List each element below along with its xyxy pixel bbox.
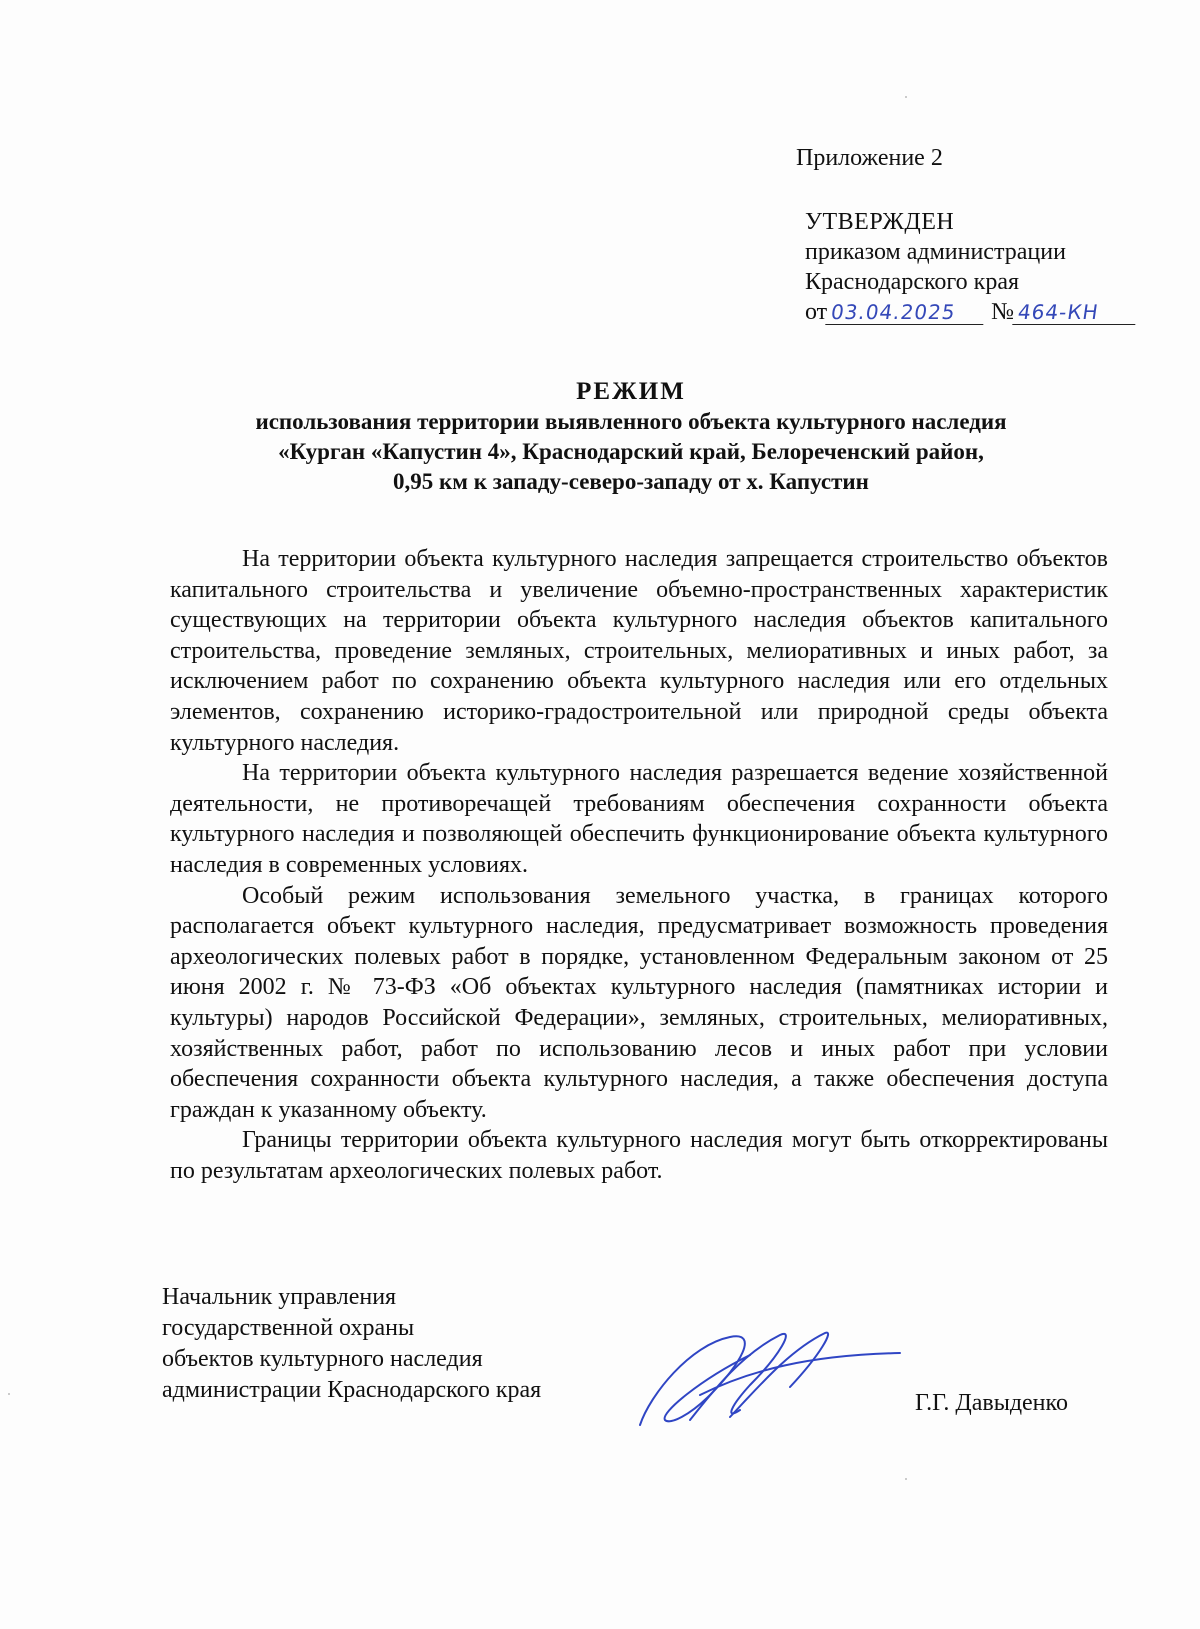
position-line: Начальник управления — [162, 1284, 397, 1310]
approval-region: Краснодарского края — [805, 269, 1020, 295]
scan-speck — [905, 1478, 907, 1480]
signatory-name: Г.Г. Давыденко — [915, 1390, 1068, 1416]
title-line-1: использования территории выявленного объекта культурного наследия — [255, 409, 1007, 434]
position-line: государственной охраны — [162, 1315, 415, 1341]
title-heading: РЕЖИМ — [576, 378, 686, 405]
annex-label: Приложение 2 — [796, 145, 943, 171]
signatory-position — [162, 1282, 541, 1406]
handwritten-signature — [630, 1325, 910, 1435]
document-body — [170, 544, 1108, 1186]
approval-stamp — [805, 207, 1137, 327]
handwritten-number: 464-КН — [1012, 300, 1139, 325]
approval-date-line — [805, 297, 1137, 327]
paragraph-boundaries: Границы территории объекта культурного наследия могут быть откорректированы по результатам археологических полевых работ. — [170, 1127, 1108, 1184]
paragraph-permissions: На территории объекта культурного наследия разрешается ведение хозяйственной деятельности, не противоречащей требованиям обеспечения сохранности объекта культурного наследия и позволяющей обеспечить функционирование объекта культурного наследия в современных условиях. — [170, 760, 1108, 878]
position-line: администрации Краснодарского края — [162, 1377, 542, 1403]
approved-label: УТВЕРЖДЕН — [805, 209, 955, 235]
title-line-2: «Курган «Капустин 4», Краснодарский край, Белореченский район, — [278, 439, 984, 464]
scan-speck — [905, 96, 907, 98]
scan-speck — [8, 1393, 10, 1395]
approval-by-order: приказом администрации — [805, 239, 1066, 265]
position-line: объектов культурного наследия — [162, 1346, 483, 1372]
handwritten-date: 03.04.2025 — [825, 300, 987, 325]
paragraph-prohibitions: На территории объекта культурного наследия запрещается строительство объектов капитального строительства и увеличение объемно-пространственных характеристик существующих на территории объекта культурного наследия объектов капитального строительства, проведение земляных, строительных, мелиоративных и иных работ, за исключением работ по сохранению объекта культурного наследия или его отдельных элементов, сохранению историко-градостроительной или природной среды объекта культурного наследия. — [170, 546, 1108, 756]
title-line-3: 0,95 км к западу-северо-западу от х. Капустин — [393, 469, 869, 494]
number-sign: № — [991, 299, 1015, 325]
document-title — [150, 376, 1112, 497]
date-prefix: от — [805, 299, 828, 325]
paragraph-special-regime: Особый режим использования земельного участка, в границах которого располагается объект культурного наследия, предусматривает возможность проведения археологических полевых работ в порядке, установленном Федеральным законом от 25 июня 2002 г. № 73-ФЗ «Об объектах культурного наследия (памятниках истории и культуры) народов Российской Федерации», земляных, строительных, мелиоративных, хозяйственных работ, работ по использованию лесов и иных работ при условии обеспечения сохранности объекта культурного наследия, а также обеспечения доступа граждан к указанному объекту. — [170, 882, 1108, 1123]
